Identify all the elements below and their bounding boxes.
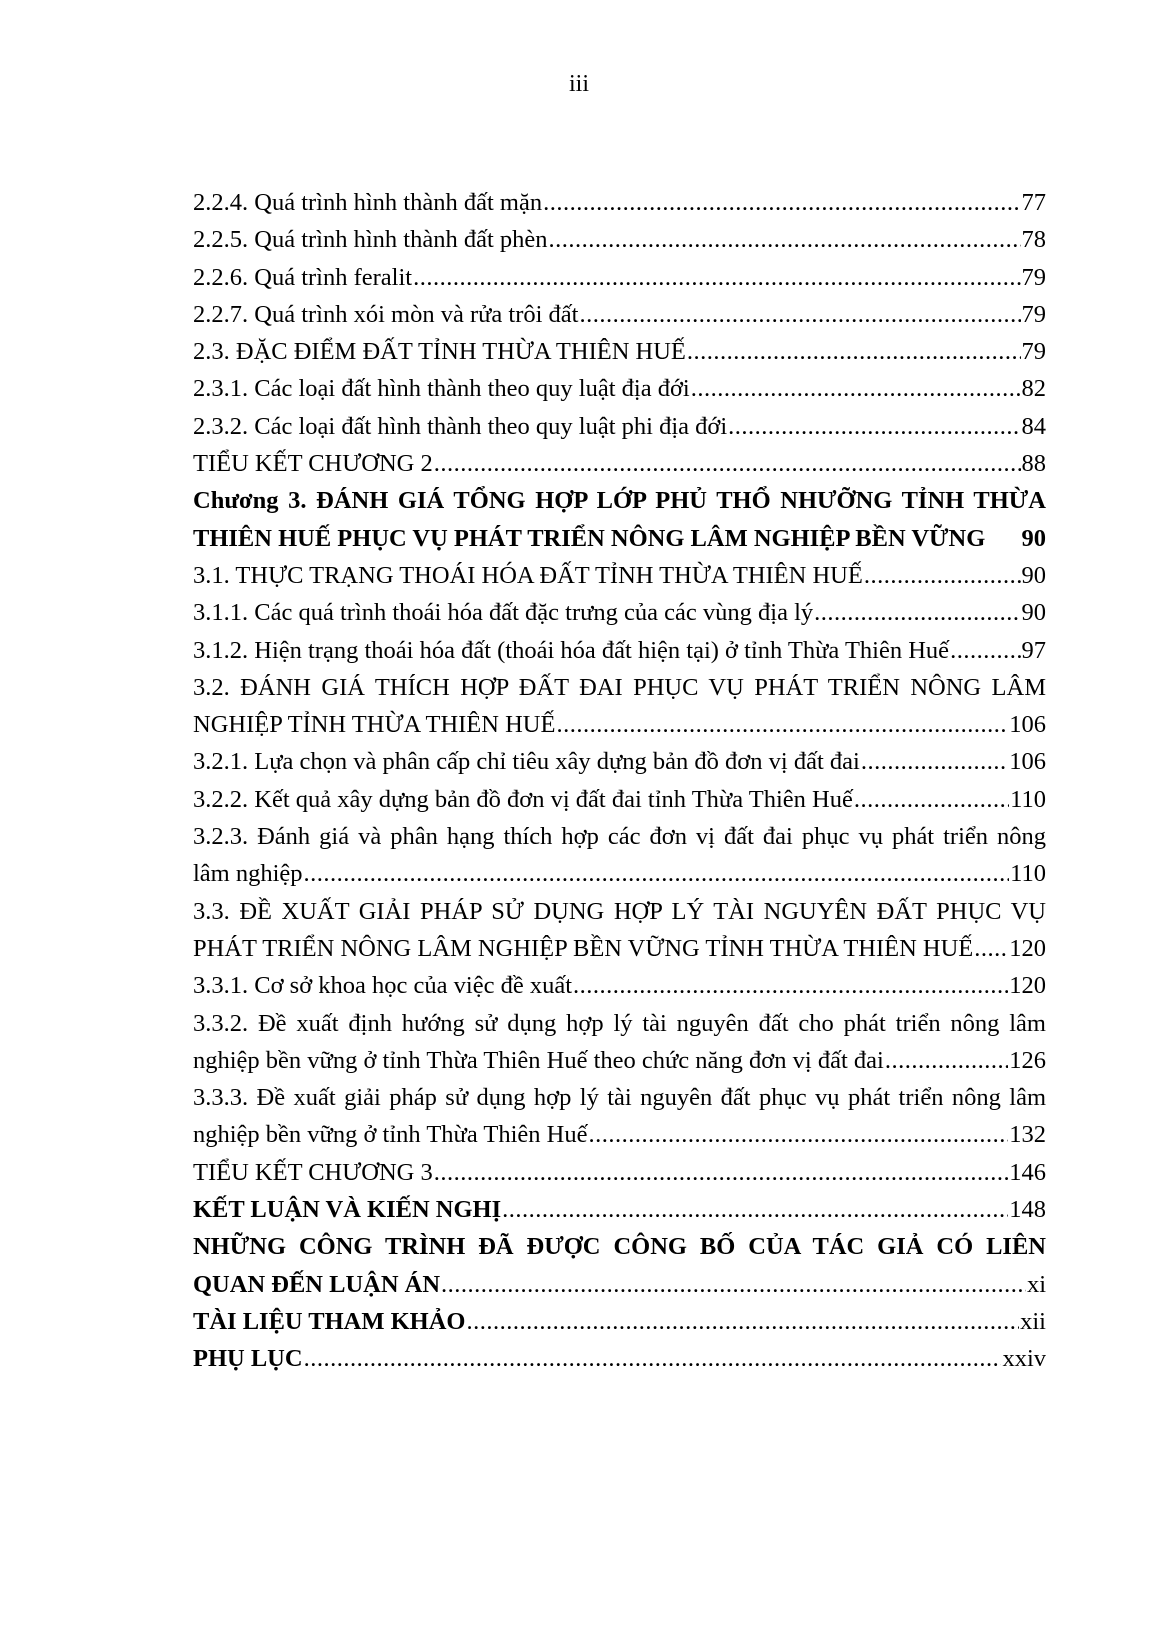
- toc-entry-3-2-2[interactable]: [193, 781, 1046, 818]
- dot-leader: [441, 1266, 1026, 1303]
- toc-entry-tai-lieu[interactable]: [193, 1303, 1046, 1340]
- dot-leader: [885, 1042, 1008, 1079]
- toc-entry-page: 120: [1009, 934, 1046, 962]
- dot-leader: [728, 408, 1020, 445]
- toc-entry-label: 3.2.2. Kết quả xây dựng bản đồ đơn vị đất đai tỉnh Thừa Thiên Huế: [193, 785, 853, 813]
- dot-leader: [974, 930, 1008, 967]
- toc-entry-line1: 3.3.3. Đề xuất giải pháp sử dụng hợp lý tài nguyên đất phục vụ phát triển nông lâm: [193, 1084, 1046, 1112]
- toc-entry-page: xii: [1020, 1307, 1046, 1335]
- toc-entry-page: 110: [1010, 785, 1046, 813]
- toc-entry-3-2[interactable]: [193, 669, 1046, 744]
- toc-entry-page: 90: [1021, 561, 1046, 589]
- dot-leader: [588, 1116, 1008, 1153]
- toc-entry-label: 2.2.5. Quá trình hình thành đất phèn: [193, 226, 548, 254]
- toc-entry-line1: Chương 3. ĐÁNH GIÁ TỔNG HỢP LỚP PHỦ THỔ NHƯỠNG TỈNH THỪA: [193, 487, 1046, 515]
- toc-entry-page: 146: [1009, 1158, 1046, 1186]
- toc-entry-page: xi: [1026, 1270, 1046, 1298]
- page-number: iii: [568, 71, 589, 97]
- toc-entry-label: PHÁT TRIỂN NÔNG LÂM NGHIỆP BỀN VỮNG TỈNH THỪA THIÊN HUẾ: [193, 934, 974, 962]
- toc-entry-label: nghiệp bền vững ở tỉnh Thừa Thiên Huế theo chức năng đơn vị đất đai: [193, 1046, 884, 1074]
- toc-entry-3-2-1[interactable]: [193, 743, 1046, 780]
- toc-entry-2-3-2[interactable]: [193, 408, 1046, 445]
- toc-entry-label: NGHIỆP TỈNH THỪA THIÊN HUẾ: [193, 711, 556, 739]
- toc-entry-phu-luc[interactable]: [193, 1340, 1046, 1377]
- toc-entry-label: 3.1.1. Các quá trình thoái hóa đất đặc trưng của các vùng địa lý: [193, 599, 814, 627]
- dot-leader: [304, 855, 1010, 892]
- toc-entry-page: 77: [1021, 189, 1046, 216]
- dot-leader: [467, 1303, 1020, 1340]
- toc-entry-label: KẾT LUẬN VÀ KIẾN NGHỊ: [193, 1196, 502, 1224]
- toc-entry-3-3-1[interactable]: [193, 967, 1046, 1004]
- toc-entry-page: 106: [1009, 711, 1046, 739]
- toc-entry-chapter-3[interactable]: [193, 482, 1046, 557]
- dot-leader: [691, 370, 1021, 407]
- dot-leader: [579, 296, 1020, 333]
- toc-entry-3-1-2[interactable]: [193, 632, 1046, 669]
- toc-entry-label: 2.2.7. Quá trình xói mòn và rửa trôi đất: [193, 300, 579, 328]
- toc-entry-label: lâm nghiệp: [193, 860, 303, 888]
- toc-entry-2-2-7[interactable]: [193, 296, 1046, 333]
- dot-leader: [434, 1154, 1009, 1191]
- dot-leader: [687, 333, 1021, 370]
- toc-entry-page: 110: [1010, 860, 1046, 888]
- toc-entry-label: nghiệp bền vững ở tỉnh Thừa Thiên Huế: [193, 1121, 588, 1149]
- toc-entry-page: 90: [1021, 524, 1046, 552]
- dot-leader: [413, 259, 1020, 296]
- toc-entry-label: 3.1. THỰC TRẠNG THOÁI HÓA ĐẤT TỈNH THỪA THIÊN HUẾ: [193, 561, 863, 589]
- toc-entry-label: 3.2.1. Lựa chọn và phân cấp chỉ tiêu xây dựng bản đồ đơn vị đất đai: [193, 748, 860, 776]
- dot-leader: [556, 706, 1008, 743]
- toc-entry-page: 88: [1021, 450, 1046, 478]
- toc-entry-ket-luan[interactable]: [193, 1191, 1046, 1228]
- dot-leader: [573, 967, 1008, 1004]
- dot-leader: [543, 184, 1020, 221]
- toc-entry-label: 2.2.6. Quá trình feralit: [193, 263, 413, 291]
- toc-entry-3-1-1[interactable]: [193, 594, 1046, 631]
- dot-leader: [814, 594, 1020, 631]
- toc-entry-3-3[interactable]: [193, 893, 1046, 968]
- toc-entry-page: 106: [1009, 748, 1046, 776]
- toc-entry-page: 82: [1021, 375, 1046, 403]
- toc-entry-label: 3.1.2. Hiện trạng thoái hóa đất (thoái hóa đất hiện tại) ở tỉnh Thừa Thiên Huế: [193, 636, 950, 664]
- toc-entry-3-3-2[interactable]: [193, 1005, 1046, 1080]
- toc-entry-2-3[interactable]: [193, 333, 1046, 370]
- toc-entry-3-2-3[interactable]: [193, 818, 1046, 893]
- dot-leader: [950, 632, 1020, 669]
- toc-entry-2-2-5[interactable]: [193, 221, 1046, 258]
- toc-entry-2-2-6[interactable]: [193, 259, 1046, 296]
- toc-entry-page: 79: [1021, 300, 1046, 328]
- toc-entry-label: 2.3.2. Các loại đất hình thành theo quy luật phi địa đới: [193, 412, 728, 440]
- dot-leader: [861, 743, 1008, 780]
- toc-entry-label: 2.2.4. Quá trình hình thành đất mặn: [193, 189, 543, 216]
- toc-entry-3-1[interactable]: [193, 557, 1046, 594]
- dot-leader: [502, 1191, 1008, 1228]
- toc-entry-label: PHỤ LỤC: [193, 1345, 303, 1373]
- toc-entry-3-3-3[interactable]: [193, 1079, 1046, 1154]
- toc-entry-label: TIỂU KẾT CHƯƠNG 3: [193, 1158, 433, 1186]
- toc-entry-page: 90: [1021, 599, 1046, 627]
- dot-leader: [434, 445, 1021, 482]
- toc-entry-page: 132: [1009, 1121, 1046, 1149]
- toc-entry-line1: 3.2. ĐÁNH GIÁ THÍCH HỢP ĐẤT ĐAI PHỤC VỤ PHÁT TRIỂN NÔNG LÂM: [193, 673, 1046, 701]
- toc-entry-page: 97: [1021, 636, 1046, 664]
- toc-entry-page: xxiv: [1002, 1345, 1046, 1373]
- toc-entry-label: TÀI LIỆU THAM KHẢO: [193, 1307, 466, 1335]
- toc-entry-tieu-ket-3[interactable]: [193, 1154, 1046, 1191]
- dot-leader: [549, 221, 1021, 258]
- toc-entry-label: 3.3.1. Cơ sở khoa học của việc đề xuất: [193, 972, 573, 1000]
- toc-entry-line1: 3.2.3. Đánh giá và phân hạng thích hợp các đơn vị đất đai phục vụ phát triển nông: [193, 823, 1046, 851]
- toc-entry-label: 2.3. ĐẶC ĐIỂM ĐẤT TỈNH THỪA THIÊN HUẾ: [193, 338, 686, 366]
- toc-entry-line1: 3.3.2. Đề xuất định hướng sử dụng hợp lý tài nguyên đất cho phát triển nông lâm: [193, 1009, 1046, 1037]
- toc-entry-page: 126: [1009, 1046, 1046, 1074]
- dot-leader: [864, 557, 1021, 594]
- toc-entry-page: 148: [1009, 1196, 1046, 1224]
- toc-entry-page: 79: [1021, 263, 1046, 291]
- toc-entry-2-2-4[interactable]: [193, 184, 1046, 221]
- toc-entry-page: 84: [1021, 412, 1046, 440]
- toc-entry-label: TIỂU KẾT CHƯƠNG 2: [193, 450, 433, 478]
- toc-entry-cong-trinh[interactable]: [193, 1228, 1046, 1303]
- toc-entry-label: QUAN ĐẾN LUẬN ÁN: [193, 1270, 441, 1298]
- toc-entry-page: 79: [1021, 338, 1046, 366]
- toc-entry-label: THIÊN HUẾ PHỤC VỤ PHÁT TRIỂN NÔNG LÂM NGHIỆP BỀN VỮNG: [193, 524, 986, 552]
- dot-leader: [304, 1340, 1002, 1377]
- toc-entry-page: 78: [1021, 226, 1046, 254]
- table-of-contents: [193, 184, 1046, 1378]
- toc-entry-page: 120: [1009, 972, 1046, 1000]
- toc-entry-tieu-ket-2[interactable]: [193, 445, 1046, 482]
- toc-entry-line1: NHỮNG CÔNG TRÌNH ĐÃ ĐƯỢC CÔNG BỐ CỦA TÁC GIẢ CÓ LIÊN: [193, 1233, 1046, 1261]
- toc-entry-label: 2.3.1. Các loại đất hình thành theo quy luật địa đới: [193, 375, 690, 403]
- toc-entry-2-3-1[interactable]: [193, 370, 1046, 407]
- dot-leader: [854, 781, 1009, 818]
- toc-entry-line1: 3.3. ĐỀ XUẤT GIẢI PHÁP SỬ DỤNG HỢP LÝ TÀI NGUYÊN ĐẤT PHỤC VỤ: [193, 897, 1046, 925]
